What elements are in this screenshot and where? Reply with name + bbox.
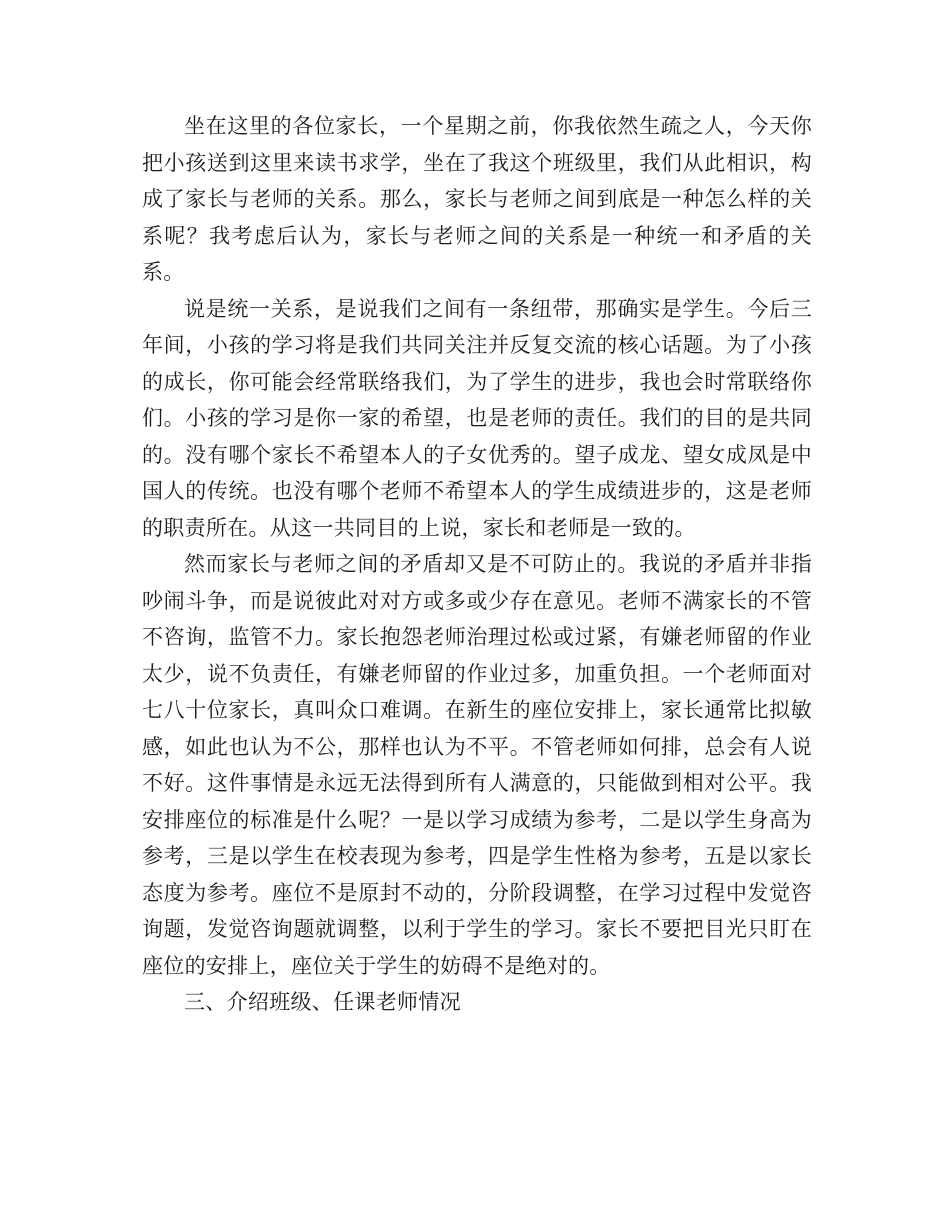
paragraph-relationship-intro: 坐在这里的各位家长，一个星期之前，你我依然生疏之人，今天你把小孩送到这里来读书求学，坐在了我这个班级里，我们从此相识，构成了家长与老师的关系。那么，家长与老师之间到底是一种怎么样的关系呢？我考虑后认为，家长与老师之间的关系是一种统一和矛盾的关系。 [142, 114, 812, 284]
paragraph-contradiction: 然而家长与老师之间的矛盾却又是不可防止的。我说的矛盾并非指吵闹斗争，而是说彼此对对方或多或少存在意见。老师不满家长的不管不咨询，监管不力。家长抱怨老师治理过松或过紧，有嫌老师留的作业太少，说不负责任，有嫌老师留的作业过多，加重负担。一个老师面对七八十位家长，真叫众口难调。在新生的座位安排上，家长通常比拟敏感，如此也认为不公，那样也认为不平。不管老师如何排，总会有人说不好。这件事情是永远无法得到所有人满意的，只能做到相对公平。我安排座位的标准是什么呢？一是以学习成绩为参考，二是以学生身高为参考，三是以学生在校表现为参考，四是学生性格为参考，五是以家长态度为参考。座位不是原封不动的，分阶段调整，在学习过程中发觉咨询题，发觉咨询题就调整，以利于学生的学习。家长不要把目光只盯在座位的安排上，座位关于学生的妨碍不是绝对的。 [142, 552, 812, 978]
paragraph-unity: 说是统一关系，是说我们之间有一条纽带，那确实是学生。今后三年间，小孩的学习将是我们共同关注并反复交流的核心话题。为了小孩的成长，你可能会经常联络我们，为了学生的进步，我也会时常联络你们。小孩的学习是你一家的希望，也是老师的责任。我们的目的是共同的。没有哪个家长不希望本人的子女优秀的。望子成龙、望女成凤是中国人的传统。也没有哪个老师不希望本人的学生成绩进步的，这是老师的职责所在。从这一共同目的上说，家长和老师是一致的。 [142, 296, 812, 540]
section-heading-class-teachers: 三、介绍班级、任课老师情况 [184, 990, 461, 1014]
document-body [142, 108, 812, 1021]
